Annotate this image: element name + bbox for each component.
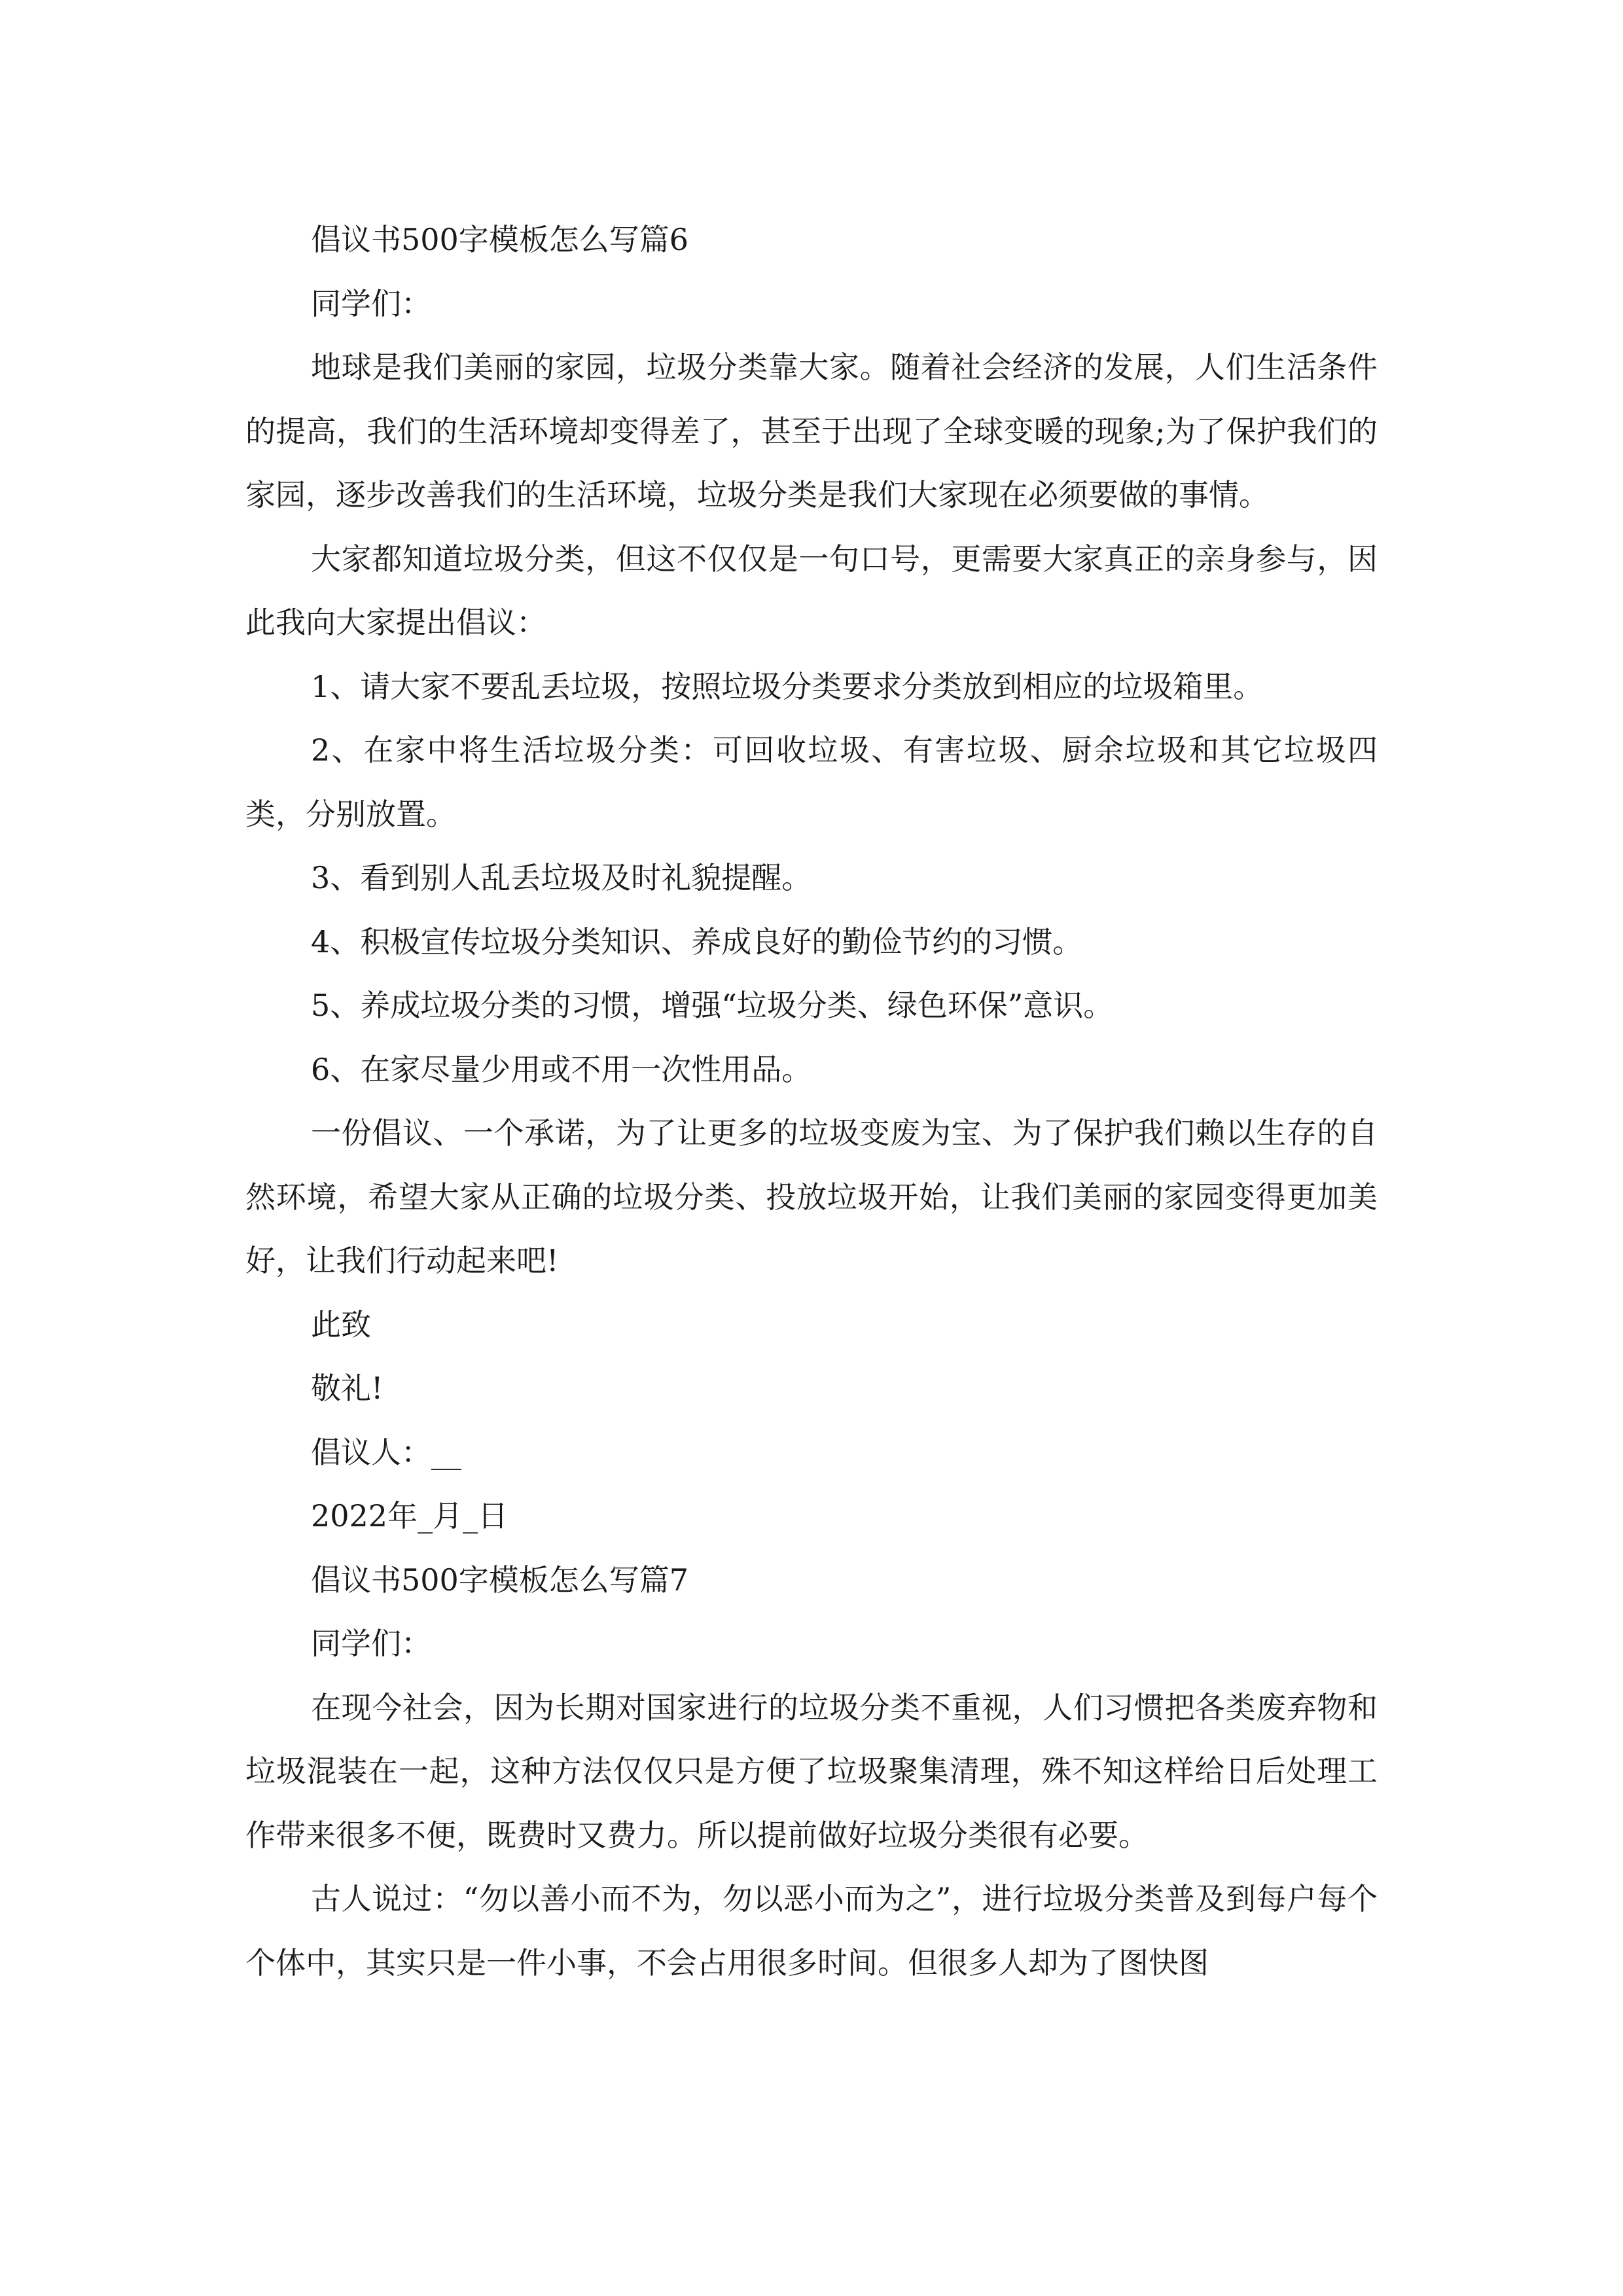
paragraph-6-2: 大家都知道垃圾分类，但这不仅仅是一句口号，更需要大家真正的亲身参与，因此我向大家提出倡议： [245,541,1378,640]
list-item: 2、在家中将生活垃圾分类：可回收垃圾、有害垃圾、厨余垃圾和其它垃圾四类，分别放置。 [245,732,1378,832]
list-item: 6、在家尽量少用或不用一次性用品。 [311,1051,812,1087]
greeting-7: 同学们： [311,1626,431,1661]
paragraph-7-1: 在现今社会，因为长期对国家进行的垃圾分类不重视，人们习惯把各类废弃物和垃圾混装在一起，这种方法仅仅只是方便了垃圾聚集清理，殊不知这样给日后处理工作带来很多不便，既费时又费力。所以提前做好垃圾分类很有必要。 [245,1689,1378,1853]
signer-line: 倡议人：__ [311,1434,461,1470]
closing-regards: 敬礼! [311,1371,383,1406]
paragraph-6-3: 一份倡议、一个承诺，为了让更多的垃圾变废为宝、为了保护我们赖以生存的自然环境，希望大家从正确的垃圾分类、投放垃圾开始，让我们美丽的家园变得更加美好，让我们行动起来吧! [245,1115,1378,1278]
list-item: 4、积极宣传垃圾分类知识、养成良好的勤俭节约的习惯。 [311,924,1083,960]
greeting-6: 同学们： [311,285,431,321]
list-item: 1、请大家不要乱丢垃圾，按照垃圾分类要求分类放到相应的垃圾箱里。 [311,668,1264,704]
paragraph-6-1: 地球是我们美丽的家园，垃圾分类靠大家。随着社会经济的发展，人们生活条件的提高，我们的生活环境却变得差了，甚至于出现了全球变暖的现象;为了保护我们的家园，逐步改善我们的生活环境，垃圾分类是我们大家现在必须要做的事情。 [245,350,1378,512]
date-line: 2022年_月_日 [311,1498,508,1534]
paragraph-7-2: 古人说过：“勿以善小而不为，勿以恶小而为之”，进行垃圾分类普及到每户每个个体中，其实只是一件小事，不会占用很多时间。但很多人却为了图快图 [245,1881,1378,1981]
section-title-7: 倡议书500字模板怎么写篇7 [311,1562,689,1598]
list-item: 5、养成垃圾分类的习惯，增强“垃圾分类、绿色环保”意识。 [311,988,1114,1023]
list-item: 3、看到别人乱丢垃圾及时礼貌提醒。 [311,860,812,895]
section-title-6: 倡议书500字模板怎么写篇6 [311,222,689,257]
document-page [245,208,1378,1995]
closing-salutation: 此致 [311,1306,371,1342]
